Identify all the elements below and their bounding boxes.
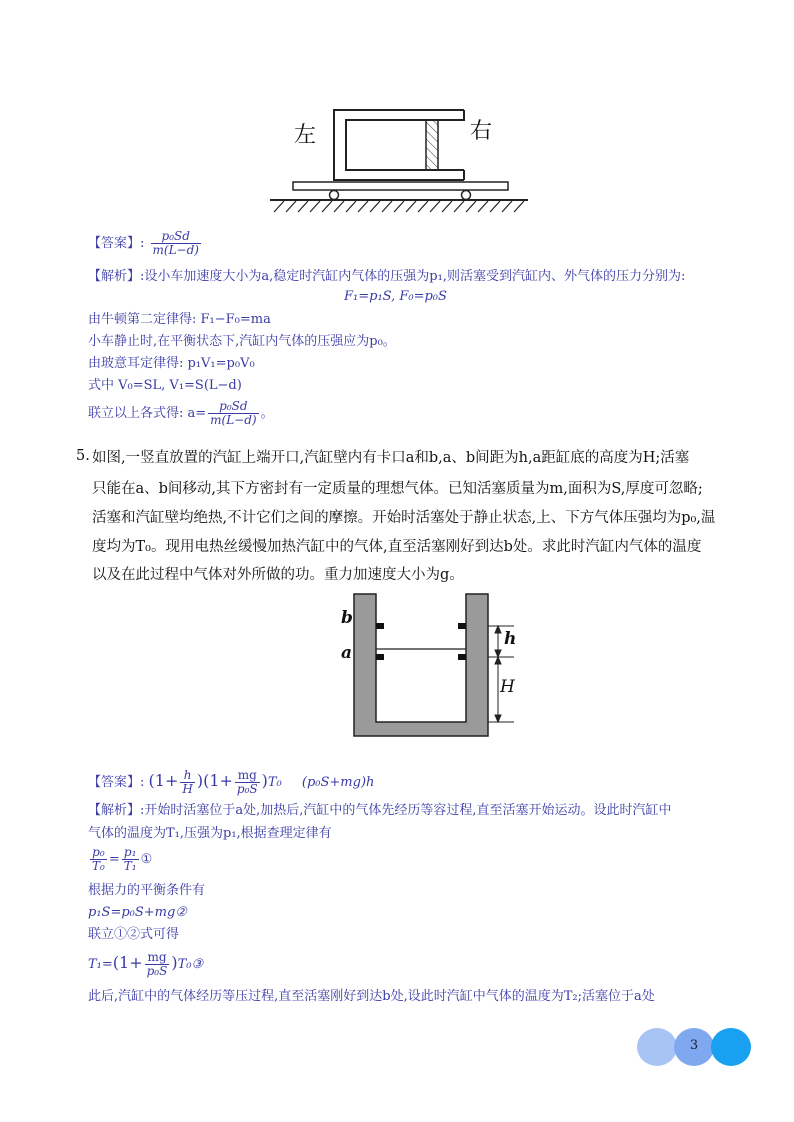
question-5-line3: 活塞和汽缸壁均绝热,不计它们之间的摩擦。开始时活塞处于静止状态,上、下方气体压强均为p₀,温 bbox=[92, 510, 716, 526]
question-5-line2: 只能在a、b间移动,其下方密封有一定质量的理想气体。已知活塞质量为m,面积为S,厚度可忽略; bbox=[92, 481, 703, 497]
answer-5-frac1: $\frac{h}{H}$ bbox=[182, 768, 193, 796]
label-b: b bbox=[341, 608, 353, 628]
piston bbox=[426, 120, 438, 170]
analysis-4-eq1: F₁=p₁S, F₀=p₀S bbox=[344, 289, 447, 304]
analysis-4-line5: 式中 V₀=SL, V₁=S(L−d) bbox=[88, 378, 242, 393]
analysis-tag: 【解析】: bbox=[88, 269, 145, 284]
answer-5-work: (p₀S+mg)h bbox=[301, 775, 375, 790]
answer-tag: 【答案】: bbox=[88, 236, 145, 251]
answer-5-frac2: $\frac{mg}{\text{p₀S}}$ bbox=[236, 768, 258, 796]
figure-vertical-cylinder bbox=[336, 590, 536, 742]
question-5-line4: 度均为T₀。现用电热丝缓慢加热汽缸中的气体,直至活塞刚好到达b处。求此时汽缸内气体的温度 bbox=[92, 539, 702, 555]
analysis-5-eq1: $\frac{\text{p₀}}{\text{T₀}}$ = $\frac{\text{p₁}}{\text{T₁}}$ ① bbox=[92, 845, 153, 873]
label-right: 右 bbox=[470, 119, 493, 144]
analysis-4-line4: 由玻意耳定律得: p₁V₁=p₀V₀ bbox=[88, 356, 255, 371]
answer-5-tag: 【答案】: bbox=[88, 775, 145, 790]
label-a: a bbox=[341, 643, 353, 663]
analysis-4-line6: 联立以上各式得: a= $\frac{\text{p₀Sd}}{m(L-d)}$ 。 bbox=[88, 399, 274, 427]
analysis-5-line4: 联立①②式可得 bbox=[88, 927, 180, 942]
wheel-right bbox=[462, 191, 471, 200]
answer-4-fraction: $\frac{\text{p₀Sd}}{m(L-d)}$ bbox=[152, 229, 199, 257]
cylinder-diagram bbox=[336, 590, 536, 742]
question-5-number: 5. bbox=[76, 448, 90, 464]
stop-a-left bbox=[376, 654, 384, 660]
analysis-4-line2: 由牛顿第二定律得: F₁−F₀=ma bbox=[88, 312, 271, 327]
stop-b-left bbox=[376, 623, 384, 629]
stop-b-right bbox=[458, 623, 466, 629]
pager-circle-light bbox=[637, 1028, 677, 1066]
analysis-4-line1: 【解析】:设小车加速度大小为a,稳定时汽缸内气体的压强为p₁,则活塞受到汽缸内、外气体的压力分别为: bbox=[88, 269, 686, 284]
page-number: 3 bbox=[689, 1038, 699, 1053]
analysis-5-line5: 此后,汽缸中的气体经历等压过程,直至活塞刚好到达b处,设此时汽缸中气体的温度为T₂;活塞位于a处 bbox=[88, 989, 655, 1004]
stop-a-right bbox=[458, 654, 466, 660]
label-H: H bbox=[500, 677, 515, 697]
pager-circle-dark bbox=[711, 1028, 751, 1066]
analysis-4-line3: 小车静止时,在平衡状态下,汽缸内气体的压强应为p₀。 bbox=[88, 334, 396, 349]
analysis-5-line1: 【解析】:开始时活塞位于a处,加热后,汽缸中的气体先经历等容过程,直至活塞开始运动。设此时汽缸中 bbox=[88, 803, 672, 818]
result-fraction: $\frac{\text{p₀Sd}}{m(L-d)}$ bbox=[210, 399, 257, 427]
question-5-line5: 以及在此过程中气体对外所做的功。重力加速度大小为g。 bbox=[92, 567, 464, 583]
analysis-5-tag: 【解析】: bbox=[88, 803, 145, 818]
analysis-5-eq3: T₁=(1+ $\frac{mg}{\text{p₀S}}$ )T₀③ bbox=[88, 950, 204, 978]
analysis-5-line3: 根据力的平衡条件有 bbox=[88, 883, 206, 898]
analysis-5-line2: 气体的温度为T₁,压强为p₁,根据查理定律有 bbox=[88, 826, 332, 841]
answer-4 bbox=[88, 230, 203, 257]
analysis-5-eq2: p₁S=p₀S+mg② bbox=[88, 905, 187, 920]
question-5-line1: 如图,一竖直放置的汽缸上端开口,汽缸壁内有卡口a和b,a、b间距为h,a距缸底的高度为H;活塞 bbox=[92, 450, 690, 466]
wheel-left bbox=[330, 191, 339, 200]
label-h: h bbox=[504, 629, 517, 649]
label-left: 左 bbox=[294, 123, 317, 148]
answer-5: 【答案】: (1+ $\frac{h}{H}$ )(1+ $\frac{mg}{\text{p₀S}}$ )T₀ (p₀S+mg)h bbox=[88, 768, 375, 796]
